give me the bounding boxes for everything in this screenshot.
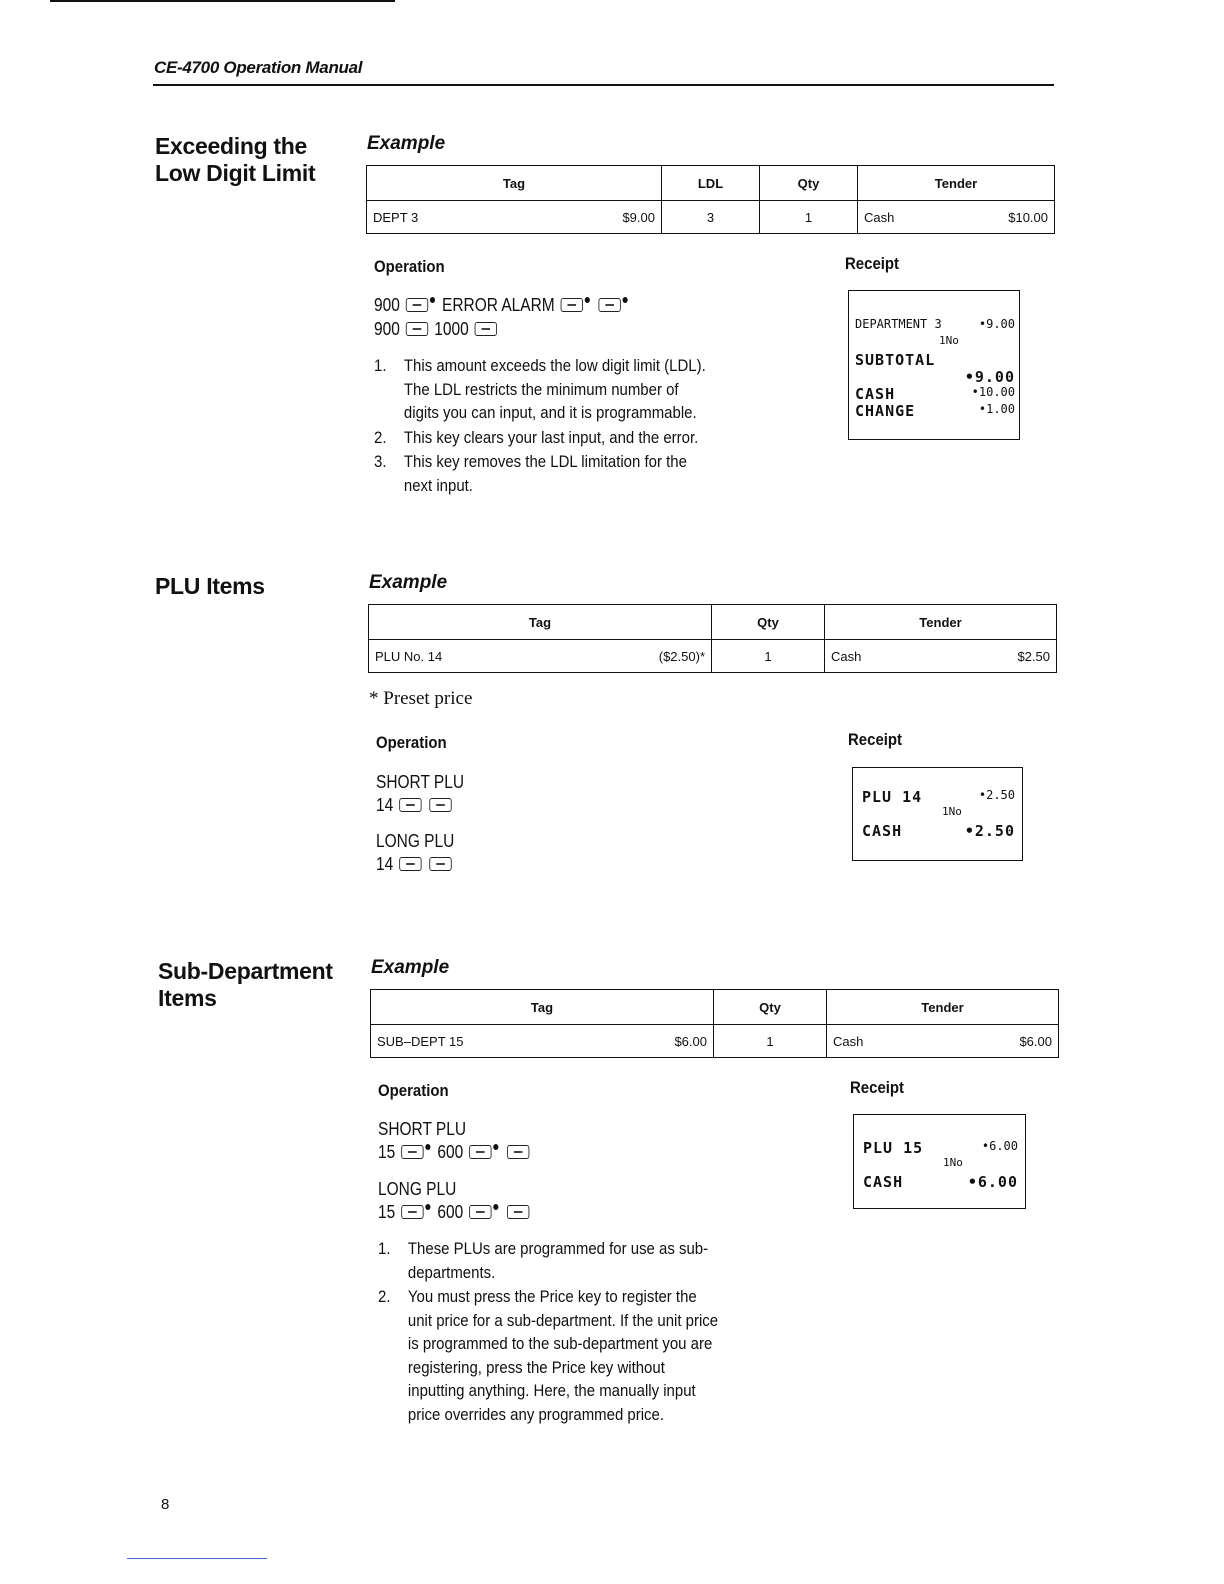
table-header-row: Tag Qty Tender	[369, 605, 1057, 640]
section-title-sub-department: Sub-Department Items	[158, 958, 333, 1011]
long-plu-label: LONG PLU	[376, 831, 455, 851]
open-key-icon	[599, 298, 621, 312]
page-number: 8	[161, 1496, 170, 1513]
table-row: PLU No. 14 ($2.50)* 1 Cash $2.50	[369, 640, 1057, 673]
price-key-icon	[469, 1145, 491, 1159]
ldl-operation-line-2: 900 1000	[374, 317, 499, 341]
ldl-operation-line-1: 900 ERROR ALARM	[374, 293, 630, 317]
receipt-label: Receipt	[848, 730, 903, 749]
price-key-icon	[469, 1205, 491, 1219]
list-item: 1. These PLUs are programmed for use as sub-departments.	[378, 1239, 709, 1282]
sub-dept-example-table	[370, 989, 1059, 1058]
dept-key-icon	[406, 322, 428, 336]
operation-label: Operation	[378, 1081, 449, 1100]
section-title-ldl: Exceeding the Low Digit Limit	[155, 133, 316, 186]
manual-title: CE-4700 Operation Manual	[154, 58, 363, 77]
plu-key-icon	[399, 857, 421, 871]
short-plu-key-icon	[401, 1145, 423, 1159]
plu-example-table	[368, 604, 1057, 673]
scan-edge-shape	[1128, 0, 1224, 1584]
header-rule	[153, 84, 1054, 86]
receipt-label: Receipt	[845, 254, 900, 273]
ldl-receipt: DEPARTMENT 3 •9.00 1No SUBTOTAL •9.00 CASH •10.00 CHANGE •1.00	[848, 290, 1020, 440]
cash-amt-tend-key-icon	[429, 798, 451, 812]
example-label: Example	[369, 572, 448, 593]
cash-amt-tend-key-icon	[507, 1205, 529, 1219]
receipt-label: Receipt	[850, 1078, 905, 1097]
scan-top-line	[50, 0, 395, 2]
cash-amt-tend-key-icon	[507, 1145, 529, 1159]
long-plu-keys: 15 600	[378, 1200, 531, 1224]
preset-price-footnote: * Preset price	[369, 688, 473, 709]
long-plu-keys: 14	[376, 852, 453, 876]
table-row: DEPT 3 $9.00 3 1 Cash $10.00	[367, 201, 1055, 234]
short-plu-label: SHORT PLU	[378, 1119, 467, 1139]
scan-bottom-line	[127, 1558, 267, 1559]
cash-amt-tend-key-icon	[429, 857, 451, 871]
sub-dept-receipt: PLU 15 •6.00 1No CASH •6.00	[853, 1114, 1026, 1209]
cash-amt-tend-key-icon	[475, 322, 497, 336]
operation-label: Operation	[374, 257, 445, 276]
dept-key-icon	[406, 298, 428, 312]
short-plu-keys: 14	[376, 793, 453, 817]
operation-label: Operation	[376, 733, 447, 752]
list-item: 3. This key removes the LDL limitation for the next input.	[374, 452, 687, 495]
list-item: 2. This key clears your last input, and the error.	[374, 427, 699, 447]
long-plu-label: LONG PLU	[378, 1179, 457, 1199]
short-plu-keys: 15 600	[378, 1140, 531, 1164]
ldl-example-table	[366, 165, 1055, 234]
clear-key-icon	[561, 298, 583, 312]
example-label: Example	[367, 133, 446, 154]
sub-dept-notes	[378, 1237, 721, 1427]
table-row: SUB–DEPT 15 $6.00 1 Cash $6.00	[371, 1025, 1059, 1058]
example-label: Example	[371, 957, 450, 978]
section-title-plu: PLU Items	[155, 573, 265, 599]
short-plu-label: SHORT PLU	[376, 772, 465, 792]
ldl-notes	[374, 354, 708, 498]
list-item: 2. You must press the Price key to register the unit price for a sub-department. If the unit price is programmed to the sub-department you are registering, press the Price key without inputting anything. Here, the manually input price overrides any programmed price.	[378, 1287, 719, 1424]
table-header-row: Tag LDL Qty Tender	[367, 166, 1055, 201]
plu-key-icon	[401, 1205, 423, 1219]
list-item: 1. This amount exceeds the low digit limit (LDL). The LDL restricts the minimum number of digits you can input, and it is programmable.	[374, 356, 706, 422]
short-plu-key-icon	[399, 798, 421, 812]
plu-receipt: PLU 14 •2.50 1No CASH •2.50	[852, 767, 1023, 861]
table-header-row: Tag Qty Tender	[371, 990, 1059, 1025]
